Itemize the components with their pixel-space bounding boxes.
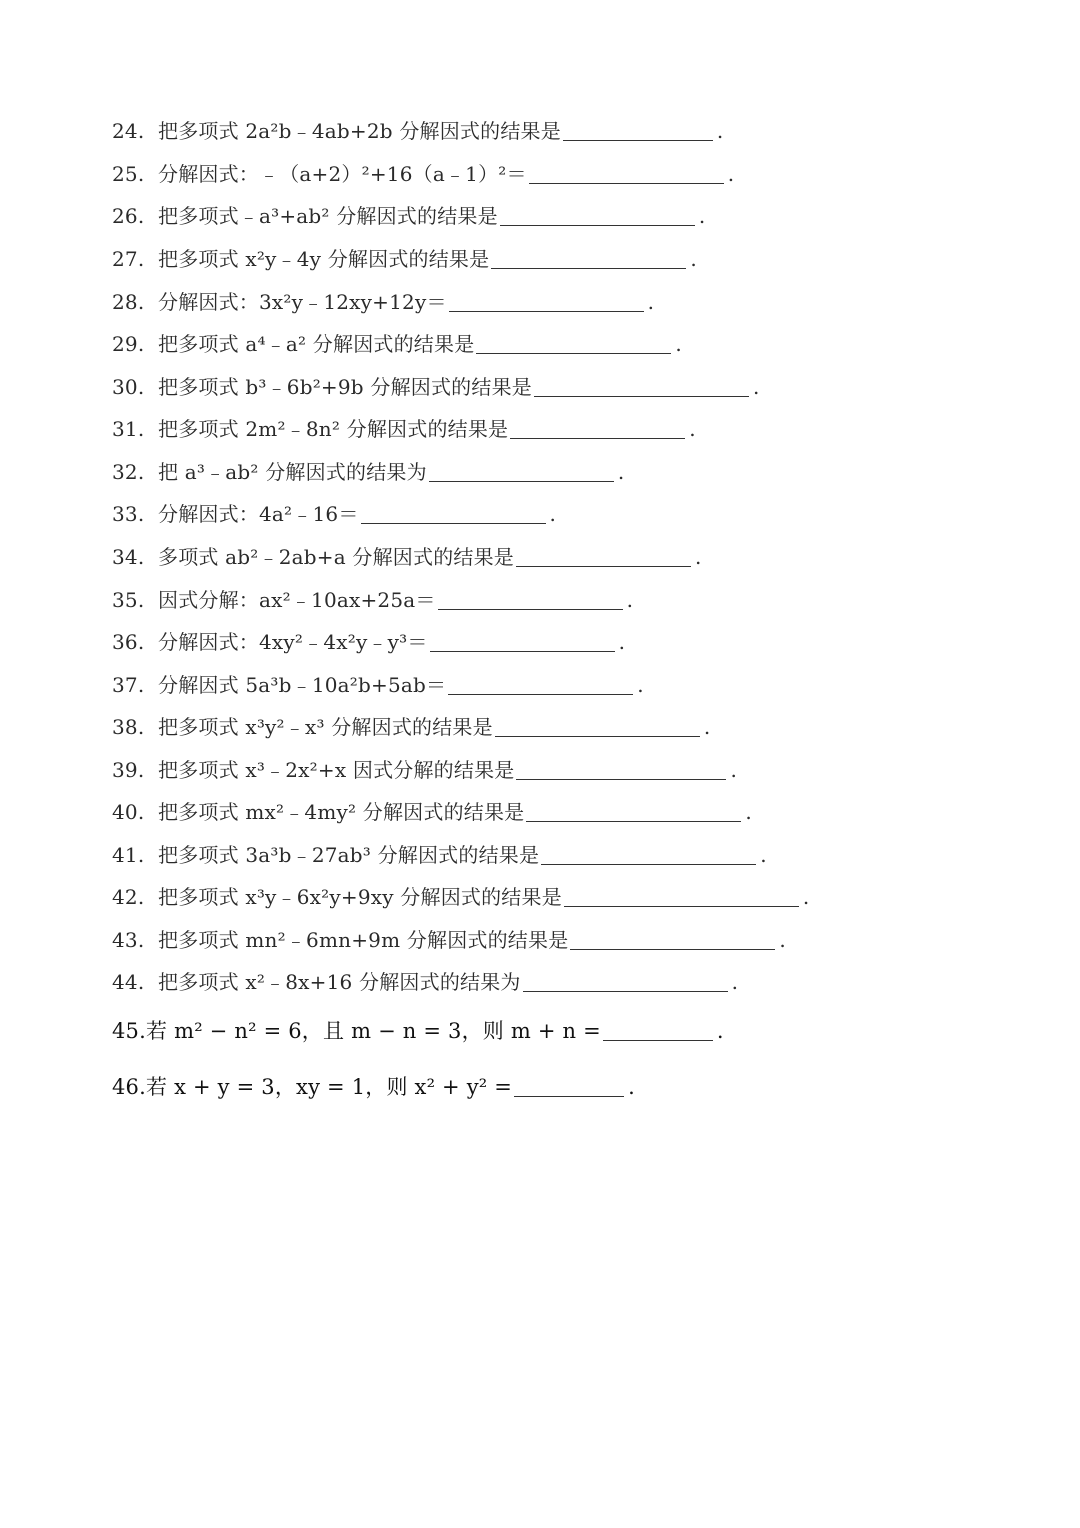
question-26: [112, 200, 705, 232]
period: .: [760, 843, 767, 867]
question-text: 分解因式：4xy²﹣4x²y﹣y³＝: [158, 630, 428, 654]
question-31: [112, 413, 696, 445]
answer-blank[interactable]: [570, 948, 775, 950]
question-text: 把多项式 x³y²﹣x³ 分解因式的结果是: [158, 715, 493, 739]
question-text: 把多项式 x³y﹣6x²y+9xy 分解因式的结果是: [158, 885, 562, 909]
period: .: [731, 970, 739, 994]
answer-blank[interactable]: [514, 1095, 624, 1097]
question-43: [112, 924, 786, 956]
question-number: 29.: [112, 332, 145, 356]
question-28: [112, 286, 654, 318]
period: .: [689, 417, 696, 441]
question-39: [112, 754, 737, 786]
period: .: [716, 1019, 724, 1043]
answer-blank[interactable]: [541, 863, 756, 865]
question-27: [112, 243, 697, 275]
question-text: 分解因式：3x²y﹣12xy+12y＝: [158, 290, 447, 314]
question-number: 44.: [112, 970, 145, 994]
question-number: 39.: [112, 758, 145, 782]
period: .: [695, 545, 702, 569]
answer-blank[interactable]: [603, 1039, 713, 1041]
question-number: 45.: [112, 1019, 146, 1043]
answer-blank[interactable]: [476, 352, 671, 354]
question-number: 31.: [112, 417, 145, 441]
question-number: 40.: [112, 800, 145, 824]
question-number: 34.: [112, 545, 145, 569]
question-text: 因式分解：ax²﹣10ax+25a＝: [158, 588, 436, 612]
question-text: 若 x + y = 3，xy = 1，则 x² + y² =: [146, 1075, 513, 1099]
question-text: 把多项式﹣a³+ab² 分解因式的结果是: [158, 204, 498, 228]
period: .: [703, 715, 711, 739]
question-number: 37.: [112, 673, 145, 697]
question-40: [112, 796, 752, 828]
question-42: [112, 881, 809, 913]
question-text: 把多项式 3a³b﹣27ab³ 分解因式的结果是: [158, 843, 540, 867]
answer-blank[interactable]: [523, 990, 728, 992]
question-44: [112, 966, 738, 998]
question-text: 把多项式 a⁴﹣a² 分解因式的结果是: [158, 332, 475, 356]
question-number: 28.: [112, 290, 145, 314]
period: .: [716, 119, 724, 143]
period: .: [626, 588, 634, 612]
question-number: 30.: [112, 375, 145, 399]
answer-blank[interactable]: [430, 650, 615, 652]
period: .: [628, 1075, 635, 1099]
period: .: [752, 375, 760, 399]
question-text: 把多项式 x²﹣8x+16 分解因式的结果为: [158, 970, 521, 994]
answer-blank[interactable]: [491, 267, 686, 269]
question-number: 25.: [112, 162, 145, 186]
answer-blank[interactable]: [361, 522, 546, 524]
question-34: [112, 541, 702, 573]
answer-blank[interactable]: [529, 182, 724, 184]
question-text: 分解因式：﹣（a+2）²+16（a﹣1）²＝: [158, 162, 527, 186]
question-number: 35.: [112, 588, 145, 612]
question-32: [112, 456, 624, 488]
answer-blank[interactable]: [429, 480, 614, 482]
question-text: 把多项式 b³﹣6b²+9b 分解因式的结果是: [158, 375, 532, 399]
question-text: 把 a³﹣ab² 分解因式的结果为: [158, 460, 427, 484]
answer-blank[interactable]: [526, 820, 741, 822]
period: .: [727, 162, 735, 186]
question-46: [112, 1071, 635, 1103]
answer-blank[interactable]: [500, 224, 695, 226]
question-number: 27.: [112, 247, 145, 271]
period: .: [549, 502, 557, 526]
question-24: [112, 115, 723, 147]
question-number: 32.: [112, 460, 145, 484]
question-text: 分解因式：4a²﹣16＝: [158, 502, 359, 526]
answer-blank[interactable]: [564, 905, 799, 907]
question-text: 把多项式 mn²﹣6mn+9m 分解因式的结果是: [158, 928, 569, 952]
period: .: [698, 204, 706, 228]
question-30: [112, 371, 760, 403]
question-35: [112, 584, 633, 616]
answer-blank[interactable]: [516, 565, 691, 567]
period: .: [730, 758, 738, 782]
question-36: [112, 626, 625, 658]
question-number: 46.: [112, 1075, 146, 1099]
question-text: 若 m² − n² = 6，且 m − n = 3，则 m + n =: [146, 1019, 601, 1043]
period: .: [617, 460, 625, 484]
period: .: [675, 332, 682, 356]
question-number: 26.: [112, 204, 145, 228]
question-41: [112, 839, 767, 871]
period: .: [779, 928, 786, 952]
question-text: 把多项式 2a²b﹣4ab+2b 分解因式的结果是: [158, 119, 561, 143]
answer-blank[interactable]: [449, 310, 644, 312]
question-text: 把多项式 x²y﹣4y 分解因式的结果是: [158, 247, 490, 271]
question-text: 把多项式 2m²﹣8n² 分解因式的结果是: [158, 417, 509, 441]
question-text: 把多项式 mx²﹣4my² 分解因式的结果是: [158, 800, 525, 824]
answer-blank[interactable]: [534, 395, 749, 397]
question-text: 分解因式 5a³b﹣10a²b+5ab＝: [158, 673, 447, 697]
period: .: [802, 885, 810, 909]
question-45: [112, 1015, 724, 1047]
question-number: 33.: [112, 502, 145, 526]
answer-blank[interactable]: [516, 778, 726, 780]
period: .: [618, 630, 626, 654]
period: .: [647, 290, 655, 314]
answer-blank[interactable]: [438, 608, 623, 610]
question-25: [112, 158, 734, 190]
question-29: [112, 328, 682, 360]
question-38: [112, 711, 710, 743]
question-number: 24.: [112, 119, 145, 143]
answer-blank[interactable]: [510, 437, 685, 439]
question-33: [112, 498, 556, 530]
period: .: [690, 247, 697, 271]
period: .: [745, 800, 752, 824]
question-number: 43.: [112, 928, 145, 952]
question-number: 41.: [112, 843, 145, 867]
question-text: 把多项式 x³﹣2x²+x 因式分解的结果是: [158, 758, 515, 782]
question-37: [112, 669, 644, 701]
period: .: [637, 673, 644, 697]
question-number: 42.: [112, 885, 145, 909]
question-text: 多项式 ab²﹣2ab+a 分解因式的结果是: [158, 545, 514, 569]
answer-blank[interactable]: [563, 139, 713, 141]
answer-blank[interactable]: [448, 693, 633, 695]
question-number: 36.: [112, 630, 145, 654]
question-number: 38.: [112, 715, 145, 739]
answer-blank[interactable]: [495, 735, 700, 737]
